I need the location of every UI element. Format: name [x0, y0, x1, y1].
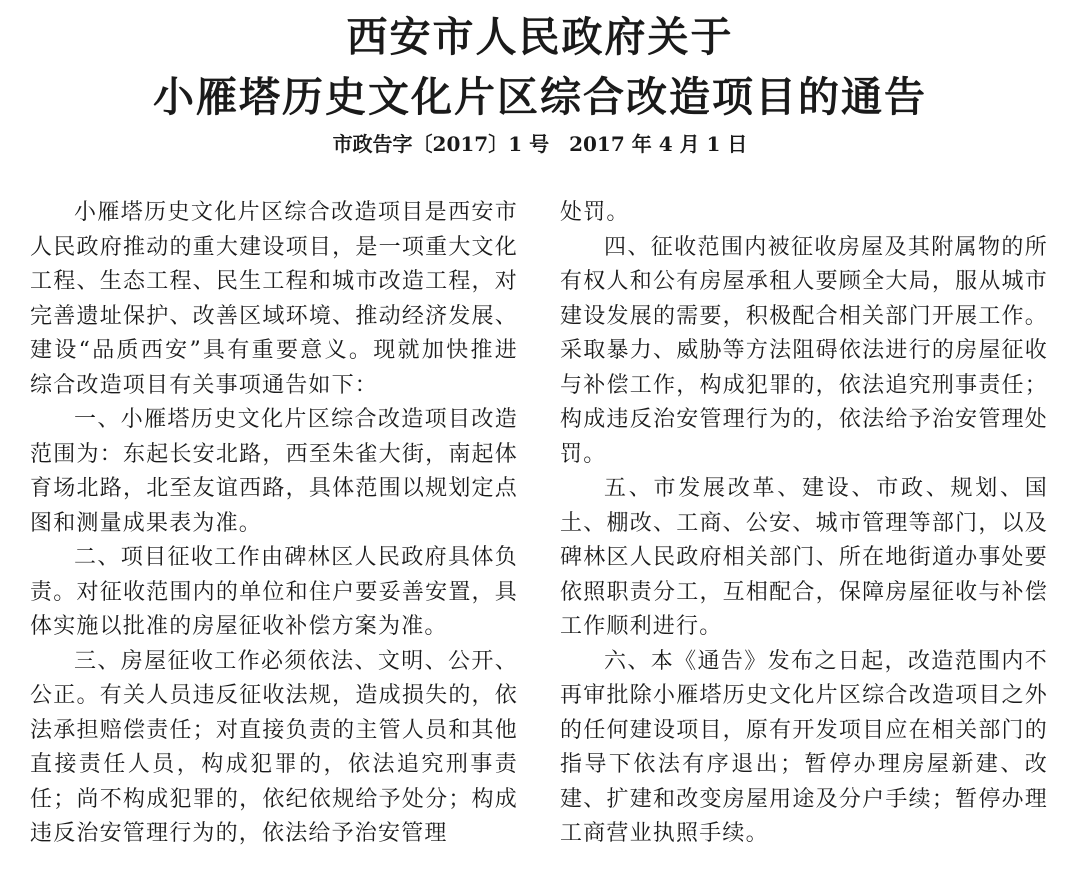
document-title-line-1: 西安市人民政府关于 — [346, 13, 734, 61]
intro-paragraph: 小雁塔历史文化片区综合改造项目是西安市人民政府推动的重大建设项目，是一项重大文化工程、生态工程、民生工程和城市改造工程，对完善遗址保护、改善区域环境、推动经济发展、建设“品质西安”具有重要意义。现就加快推进综合改造项目有关事项通告如下： — [30, 200, 518, 398]
item-4-paragraph: 四、征收范围内被征收房屋及其附属物的所有权人和公有房屋承租人要顾全大局，服从城市建设发展的需要，积极配合相关部门开展工作。采取暴力、威胁等方法阻碍依法进行的房屋征收与补偿工作，构成犯罪的，依法追究刑事责任；构成违反治安管理行为的，依法给予治安管理处罚。 — [560, 234, 1048, 467]
item-3-paragraph: 三、房屋征收工作必须依法、文明、公开、公正。有关人员违反征收法规，造成损失的，依法承担赔偿责任；对直接负责的主管人员和其他直接责任人员，构成犯罪的，依法追究刑事责任；尚不构成犯罪的，依纪依规给予处分；构成违反治安管理行为的，依法给予治安管理 — [30, 648, 518, 846]
document-number-date: 市政告字〔2017〕1 号 2017 年 4 月 1 日 — [332, 132, 748, 156]
item-2-paragraph: 二、项目征收工作由碑林区人民政府具体负责。对征收范围内的单位和住户要妥善安置，具体实施以批准的房屋征收补偿方案为准。 — [30, 545, 518, 639]
item-3-continuation: 处罚。 — [560, 200, 630, 225]
left-column — [30, 196, 518, 852]
document-title-line-2: 小雁塔历史文化片区综合改造项目的通告 — [153, 73, 927, 121]
item-6-paragraph: 六、本《通告》发布之日起，改造范围内不再审批除小雁塔历史文化片区综合改造项目之外的任何建设项目，原有开发项目应在相关部门的指导下依法有序退出；暂停办理房屋新建、改建、扩建和改变房屋用途及分户手续；暂停办理工商营业执照手续。 — [560, 648, 1048, 846]
item-1-paragraph: 一、小雁塔历史文化片区综合改造项目改造范围为：东起长安北路，西至朱雀大街，南起体育场北路，北至友谊西路，具体范围以规划定点图和测量成果表为准。 — [30, 407, 518, 536]
right-column — [560, 196, 1048, 852]
item-5-paragraph: 五、市发展改革、建设、市政、规划、国土、棚改、工商、公安、城市管理等部门，以及碑林区人民政府相关部门、所在地街道办事处要依照职责分工，互相配合，保障房屋征收与补偿工作顺利进行。 — [560, 476, 1048, 639]
